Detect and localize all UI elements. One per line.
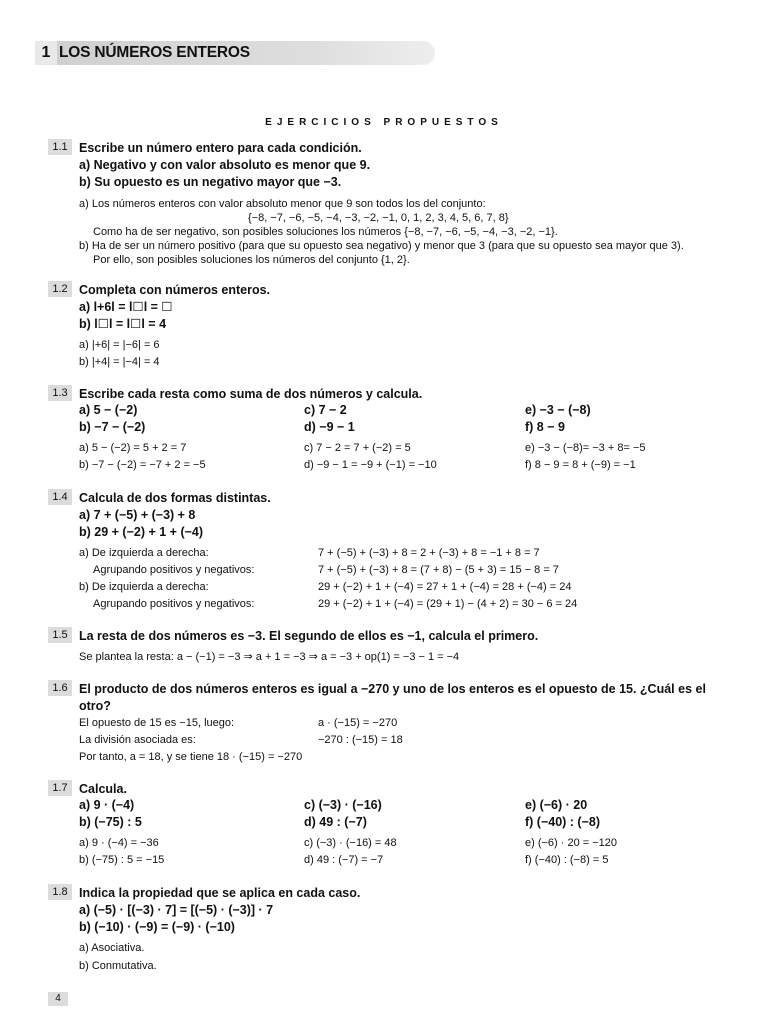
question-a: a) l+6l = l☐l = ☐ bbox=[79, 300, 173, 314]
solution-line: a) Los números enteros con valor absoluto menor que 9 son todos los del conjunto: bbox=[79, 198, 486, 210]
question-f: f) 8 − 9 bbox=[525, 420, 565, 434]
exercise-statement bbox=[79, 282, 739, 333]
question-a: a) 7 + (−5) + (−3) + 8 bbox=[79, 508, 196, 522]
solution-a: a) 9 · (−4) = −36 bbox=[79, 837, 159, 849]
solution-f: f) 8 − 9 = 8 + (−9) = −1 bbox=[525, 459, 636, 471]
question-a: a) (−5) · [(−3) · 7] = [(−5) · (−3)] · 7 bbox=[79, 903, 274, 917]
question-f: f) (−40) : (−8) bbox=[525, 815, 601, 829]
question-b: b) 29 + (−2) + 1 + (−4) bbox=[79, 525, 204, 539]
exercise-title: La resta de dos números es −3. El segundo de ellos es −1, calcula el primero. bbox=[79, 629, 539, 643]
solution-result: 29 + (−2) + 1 + (−4) = (29 + 1) − (4 + 2) = 30 − 6 = 24 bbox=[318, 598, 578, 610]
solution-result: −270 : (−15) = 18 bbox=[318, 734, 403, 746]
solution-line: Se plantea la resta: a − (−1) = −3 ⇒ a + 1 = −3 ⇒ a = −3 + op(1) = −3 − 1 = −4 bbox=[79, 651, 460, 663]
chapter-header bbox=[35, 41, 435, 65]
solution-b: b) Conmutativa. bbox=[79, 960, 157, 972]
solution-result: a · (−15) = −270 bbox=[318, 717, 398, 729]
chapter-title: LOS NÚMEROS ENTEROS bbox=[59, 44, 250, 61]
chapter-number: 1 bbox=[35, 41, 57, 65]
question-b: b) −7 − (−2) bbox=[79, 420, 146, 434]
solution-d: d) 49 : (−7) = −7 bbox=[304, 854, 384, 866]
solution-b: b) (−75) : 5 = −15 bbox=[79, 854, 165, 866]
solution-label: El opuesto de 15 es −15, luego: bbox=[79, 717, 235, 729]
solution-d: d) −9 − 1 = −9 + (−1) = −10 bbox=[304, 459, 437, 471]
exercise-number: 1.5 bbox=[48, 627, 72, 643]
solution-label: Agrupando positivos y negativos: bbox=[93, 598, 255, 610]
solution-label: a) De izquierda a derecha: bbox=[79, 547, 209, 559]
exercise-title: Calcula. bbox=[79, 782, 127, 796]
solution-line: {−8, −7, −6, −5, −4, −3, −2, −1, 0, 1, 2, 3, 4, 5, 6, 7, 8} bbox=[248, 212, 509, 224]
solution-b: b) −7 − (−2) = −7 + 2 = −5 bbox=[79, 459, 206, 471]
question-b: b) (−10) · (−9) = (−9) · (−10) bbox=[79, 920, 235, 934]
exercise-title: El producto de dos números enteros es igual a −270 y uno de los enteros es el opuesto de 15. ¿Cuál es el otro? bbox=[79, 682, 706, 713]
solution-e: e) (−6) · 20 = −120 bbox=[525, 837, 618, 849]
solution-c: c) (−3) · (−16) = 48 bbox=[304, 837, 397, 849]
question-a: a) Negativo y con valor absoluto es menor que 9. bbox=[79, 158, 371, 172]
solution-label: La división asociada es: bbox=[79, 734, 196, 746]
question-c: c) (−3) · (−16) bbox=[304, 798, 382, 812]
exercise-number: 1.7 bbox=[48, 780, 72, 796]
exercise-title: Indica la propiedad que se aplica en cada caso. bbox=[79, 886, 361, 900]
exercise-number: 1.3 bbox=[48, 385, 72, 401]
solution-a: a) 5 − (−2) = 5 + 2 = 7 bbox=[79, 442, 187, 454]
solution-line: Por ello, son posibles soluciones los números del conjunto {1, 2}. bbox=[93, 254, 410, 266]
solution-label: b) De izquierda a derecha: bbox=[79, 581, 209, 593]
exercise-number: 1.1 bbox=[48, 139, 72, 155]
exercise-title: Completa con números enteros. bbox=[79, 283, 271, 297]
solution-result: 29 + (−2) + 1 + (−4) = 27 + 1 + (−4) = 28 + (−4) = 24 bbox=[318, 581, 572, 593]
solution-f: f) (−40) : (−8) = 5 bbox=[525, 854, 609, 866]
exercise-number: 1.4 bbox=[48, 489, 72, 505]
solution-line: b) Ha de ser un número positivo (para que su opuesto sea negativo) y menor que 3 (para que su opuesto sea mayor que 3). bbox=[79, 240, 684, 252]
solution-b: b) |+4| = |−4| = 4 bbox=[79, 356, 160, 368]
solution-result: 7 + (−5) + (−3) + 8 = (7 + 8) − (5 + 3) = 15 − 8 = 7 bbox=[318, 564, 559, 576]
question-b: b) (−75) : 5 bbox=[79, 815, 142, 829]
exercise-title: Calcula de dos formas distintas. bbox=[79, 491, 271, 505]
question-d: d) 49 : (−7) bbox=[304, 815, 367, 829]
solution-a: a) |+6| = |−6| = 6 bbox=[79, 339, 160, 351]
solution-c: c) 7 − 2 = 7 + (−2) = 5 bbox=[304, 442, 411, 454]
solution-e: e) −3 − (−8)= −3 + 8= −5 bbox=[525, 442, 646, 454]
section-title: EJERCICIOS PROPUESTOS bbox=[265, 117, 503, 128]
solution-line: Como ha de ser negativo, son posibles soluciones los números {−8, −7, −6, −5, −4, −3, −2, −1}. bbox=[93, 226, 558, 238]
question-e: e) −3 − (−8) bbox=[525, 403, 591, 417]
solution-a: a) Asociativa. bbox=[79, 942, 145, 954]
exercise-statement bbox=[79, 490, 739, 541]
exercise-number: 1.2 bbox=[48, 281, 72, 297]
question-b: b) l☐l = l☐l = 4 bbox=[79, 317, 167, 331]
question-a: a) 5 − (−2) bbox=[79, 403, 138, 417]
exercise-number: 1.6 bbox=[48, 680, 72, 696]
exercise-number: 1.8 bbox=[48, 884, 72, 900]
question-c: c) 7 − 2 bbox=[304, 403, 347, 417]
question-b: b) Su opuesto es un negativo mayor que −3. bbox=[79, 175, 342, 189]
exercise-title: Escribe cada resta como suma de dos números y calcula. bbox=[79, 387, 423, 401]
exercise-title: Escribe un número entero para cada condición. bbox=[79, 141, 362, 155]
solution-result: 7 + (−5) + (−3) + 8 = 2 + (−3) + 8 = −1 + 8 = 7 bbox=[318, 547, 540, 559]
question-e: e) (−6) · 20 bbox=[525, 798, 588, 812]
question-a: a) 9 · (−4) bbox=[79, 798, 135, 812]
exercise-statement bbox=[79, 885, 739, 936]
solution-line: Por tanto, a = 18, y se tiene 18 · (−15) = −270 bbox=[79, 751, 303, 763]
page-number: 4 bbox=[48, 992, 68, 1006]
question-d: d) −9 − 1 bbox=[304, 420, 355, 434]
solution-label: Agrupando positivos y negativos: bbox=[93, 564, 255, 576]
exercise-statement bbox=[79, 140, 739, 191]
